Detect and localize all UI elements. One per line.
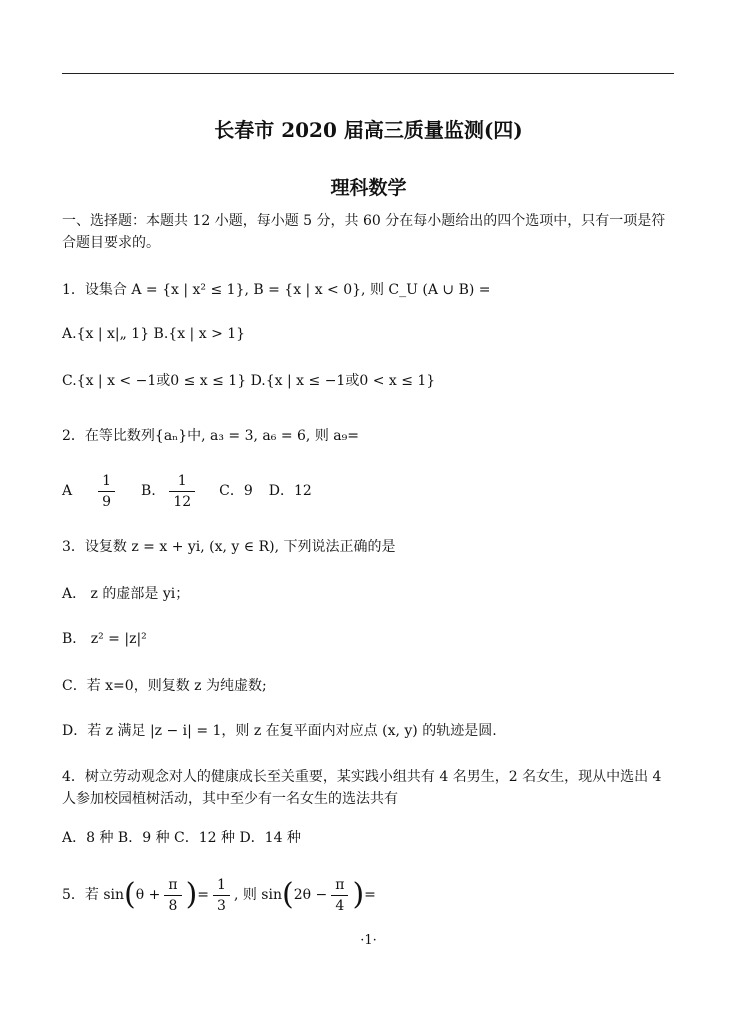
q5-fraction-1 (164, 875, 181, 916)
option-b-denominator: 12 (173, 493, 192, 510)
q5-fraction-1-denominator: 8 (168, 897, 178, 914)
q5-value-fraction (213, 875, 230, 916)
q5-prefix: 5．若 sin (62, 887, 125, 903)
question-2-options (62, 469, 312, 513)
question-1-stem: 1．设集合 A = {x | x² ≤ 1}, B = {x | x < 0}, 则 C_U (A ∪ B) = (62, 282, 491, 298)
q5-value-denominator: 3 (217, 897, 226, 914)
left-paren: ( (281, 877, 294, 912)
page-title: 长春市 2020 届高三质量监测(四) (214, 118, 523, 142)
page-number: ·1· (360, 933, 377, 948)
option-a-fraction (98, 471, 115, 512)
header-rule (62, 73, 674, 74)
question-4-options: A．8 种 B．9 种 C．12 种 D．14 种 (62, 830, 301, 846)
option-a-numerator: 1 (98, 471, 115, 492)
q5-eq1: = (197, 887, 210, 903)
question-4-stem: 4．树立劳动观念对人的健康成长至关重要，某实践小组共有 4 名男生，2 名女生，现从中选出 4 人参加校园植树活动，其中至少有一名女生的选法共有 (62, 769, 662, 807)
q5-expr2: 2θ − (293, 887, 328, 903)
q5-expr1: θ + (135, 887, 161, 903)
right-paren: ) (185, 877, 198, 912)
question-3-option-c: C．若 x=0，则复数 z 为纯虚数; (62, 678, 267, 694)
option-c-label: C．9 (219, 483, 253, 499)
option-a-denominator: 9 (102, 493, 112, 510)
subject-title: 理科数学 (330, 177, 407, 199)
q5-fraction-2 (331, 875, 348, 916)
q5-fraction-2-denominator: 4 (335, 897, 345, 914)
question-5-stem (62, 870, 376, 920)
question-2-stem: 2．在等比数列{aₙ}中, a₃ = 3, a₆ = 6, 则 a₉= (62, 428, 359, 444)
option-b-fraction (169, 471, 195, 512)
q5-eq2: = (364, 887, 376, 903)
question-3-option-a: A． z 的虚部是 yi； (62, 586, 190, 602)
question-1-options-cd: C.{x | x < −1或0 ≤ x ≤ 1} D.{x | x ≤ −1或0 < x ≤ 1} (62, 373, 436, 389)
question-3-stem: 3．设复数 z = x + yi, (x, y ∈ R), 下列说法正确的是 (62, 539, 396, 555)
left-paren: ( (124, 877, 136, 912)
question-1-options-ab: A.{x | x|„ 1} B.{x | x > 1} (62, 326, 246, 342)
q5-mid: , 则 sin (233, 887, 282, 903)
option-d-label: D．12 (268, 483, 312, 499)
right-paren: ) (352, 877, 365, 912)
option-b-numerator: 1 (169, 471, 195, 492)
question-3-option-d: D．若 z 满足 |z − i| = 1，则 z 在复平面内对应点 (x, y) 的轨迹是圆. (62, 723, 497, 739)
q5-fraction-2-numerator: π (331, 875, 348, 896)
q5-value-numerator: 1 (213, 875, 230, 896)
q5-fraction-1-numerator: π (164, 875, 181, 896)
option-a-label: A (62, 483, 73, 499)
option-b-label: B． (141, 483, 166, 499)
question-3-option-b: B． z² = |z|² (62, 631, 147, 647)
section-intro: 一、选择题：本题共 12 小题，每小题 5 分，共 60 分在每小题给出的四个选项中，只有一项是符合题目要求的。 (62, 213, 666, 251)
